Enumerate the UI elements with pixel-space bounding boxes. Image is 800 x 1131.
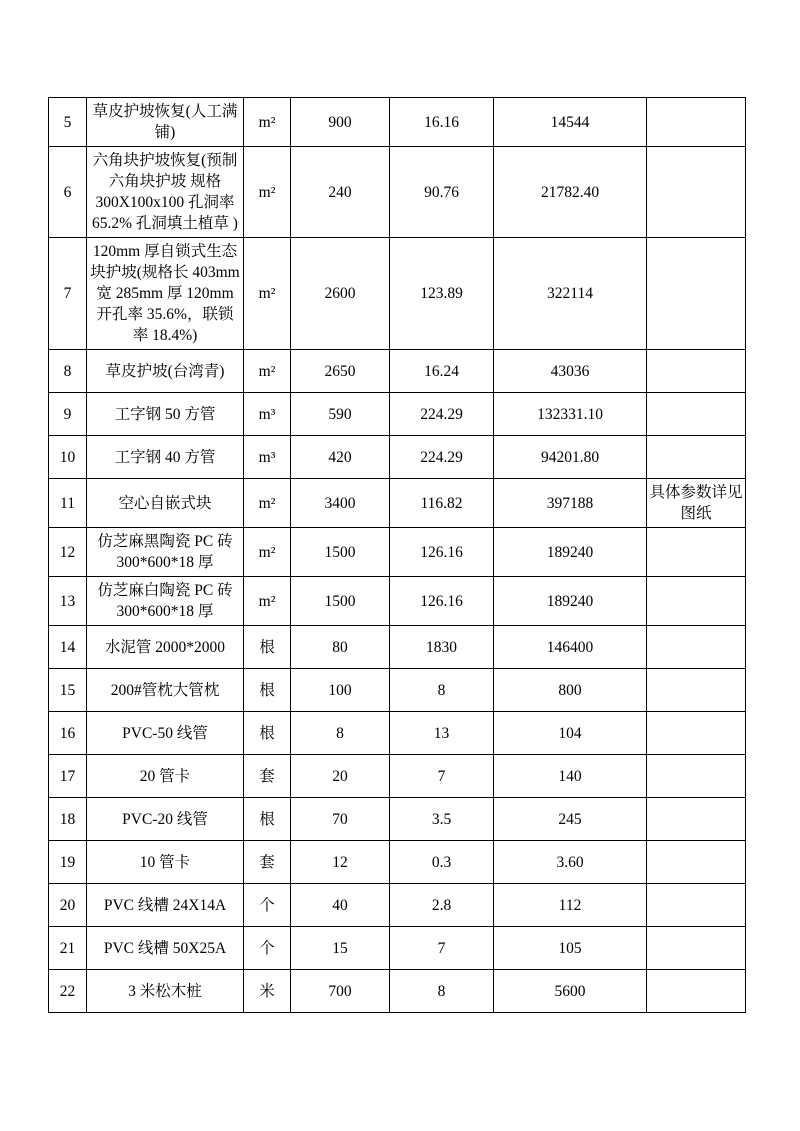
row-notes <box>647 98 746 147</box>
row-total: 800 <box>494 669 647 712</box>
row-quantity: 240 <box>291 147 390 238</box>
row-unit: 个 <box>244 884 291 927</box>
row-total: 132331.10 <box>494 393 647 436</box>
row-unit-price: 126.16 <box>390 577 494 626</box>
row-quantity: 80 <box>291 626 390 669</box>
row-seq-number: 14 <box>49 626 87 669</box>
row-unit-price: 126.16 <box>390 528 494 577</box>
row-unit: m³ <box>244 393 291 436</box>
row-quantity: 420 <box>291 436 390 479</box>
row-unit: 根 <box>244 669 291 712</box>
row-unit: 个 <box>244 927 291 970</box>
row-description: 草皮护坡恢复(人工满铺) <box>87 98 244 147</box>
row-seq-number: 20 <box>49 884 87 927</box>
row-unit: m² <box>244 98 291 147</box>
row-total: 94201.80 <box>494 436 647 479</box>
table-row <box>49 755 746 798</box>
row-description: 3 米松木桩 <box>87 970 244 1013</box>
row-unit: m² <box>244 528 291 577</box>
table-row <box>49 927 746 970</box>
row-seq-number: 5 <box>49 98 87 147</box>
row-description: 10 管卡 <box>87 841 244 884</box>
row-unit: m² <box>244 479 291 528</box>
row-quantity: 1500 <box>291 528 390 577</box>
row-unit: 套 <box>244 755 291 798</box>
row-quantity: 15 <box>291 927 390 970</box>
row-quantity: 100 <box>291 669 390 712</box>
row-unit-price: 8 <box>390 669 494 712</box>
row-seq-number: 12 <box>49 528 87 577</box>
row-notes <box>647 755 746 798</box>
row-unit: m³ <box>244 436 291 479</box>
row-total: 43036 <box>494 350 647 393</box>
row-notes <box>647 927 746 970</box>
table-row <box>49 393 746 436</box>
row-quantity: 1500 <box>291 577 390 626</box>
row-unit-price: 123.89 <box>390 238 494 350</box>
row-total: 245 <box>494 798 647 841</box>
row-unit: m² <box>244 577 291 626</box>
row-description: 草皮护坡(台湾青) <box>87 350 244 393</box>
row-unit: 米 <box>244 970 291 1013</box>
row-total: 322114 <box>494 238 647 350</box>
row-total: 140 <box>494 755 647 798</box>
row-total: 112 <box>494 884 647 927</box>
row-unit-price: 116.82 <box>390 479 494 528</box>
table-row <box>49 626 746 669</box>
row-total: 21782.40 <box>494 147 647 238</box>
row-unit-price: 7 <box>390 927 494 970</box>
row-total: 105 <box>494 927 647 970</box>
row-seq-number: 7 <box>49 238 87 350</box>
table-row <box>49 577 746 626</box>
row-notes <box>647 970 746 1013</box>
row-unit-price: 224.29 <box>390 393 494 436</box>
table-row <box>49 669 746 712</box>
table-row <box>49 884 746 927</box>
row-total: 397188 <box>494 479 647 528</box>
row-quantity: 70 <box>291 798 390 841</box>
row-seq-number: 19 <box>49 841 87 884</box>
row-notes <box>647 841 746 884</box>
table-row <box>49 436 746 479</box>
row-description: 六角块护坡恢复(预制六角块护坡 规格300X100x100 孔洞率65.2% 孔洞填土植草 ) <box>87 147 244 238</box>
row-quantity: 2650 <box>291 350 390 393</box>
row-unit: m² <box>244 147 291 238</box>
row-description: PVC-20 线管 <box>87 798 244 841</box>
table-row <box>49 528 746 577</box>
row-unit-price: 90.76 <box>390 147 494 238</box>
table-row <box>49 841 746 884</box>
row-quantity: 3400 <box>291 479 390 528</box>
row-unit-price: 16.16 <box>390 98 494 147</box>
row-notes <box>647 350 746 393</box>
row-notes <box>647 626 746 669</box>
row-description: 仿芝麻白陶瓷 PC 砖 300*600*18 厚 <box>87 577 244 626</box>
row-quantity: 8 <box>291 712 390 755</box>
row-total: 146400 <box>494 626 647 669</box>
row-unit-price: 13 <box>390 712 494 755</box>
row-unit-price: 3.5 <box>390 798 494 841</box>
row-quantity: 12 <box>291 841 390 884</box>
row-unit-price: 8 <box>390 970 494 1013</box>
row-notes <box>647 798 746 841</box>
table-row <box>49 970 746 1013</box>
row-description: 水泥管 2000*2000 <box>87 626 244 669</box>
row-description: 工字钢 50 方管 <box>87 393 244 436</box>
row-unit: 根 <box>244 626 291 669</box>
row-total: 3.60 <box>494 841 647 884</box>
row-unit-price: 224.29 <box>390 436 494 479</box>
table-row <box>49 479 746 528</box>
row-unit-price: 2.8 <box>390 884 494 927</box>
row-description: 120mm 厚自锁式生态块护坡(规格长 403mm 宽 285mm 厚 120mm 开孔率 35.6%，联锁率 18.4%) <box>87 238 244 350</box>
row-notes <box>647 712 746 755</box>
row-total: 5600 <box>494 970 647 1013</box>
table-row <box>49 712 746 755</box>
row-description: 20 管卡 <box>87 755 244 798</box>
row-notes <box>647 884 746 927</box>
row-seq-number: 8 <box>49 350 87 393</box>
row-seq-number: 15 <box>49 669 87 712</box>
row-notes <box>647 528 746 577</box>
row-quantity: 20 <box>291 755 390 798</box>
row-seq-number: 21 <box>49 927 87 970</box>
row-unit: m² <box>244 350 291 393</box>
row-total: 104 <box>494 712 647 755</box>
row-seq-number: 22 <box>49 970 87 1013</box>
row-quantity: 40 <box>291 884 390 927</box>
row-notes <box>647 393 746 436</box>
row-total: 189240 <box>494 577 647 626</box>
row-seq-number: 18 <box>49 798 87 841</box>
row-unit: 套 <box>244 841 291 884</box>
table-row <box>49 798 746 841</box>
row-unit: 根 <box>244 798 291 841</box>
row-notes <box>647 238 746 350</box>
table-row <box>49 238 746 350</box>
row-quantity: 700 <box>291 970 390 1013</box>
row-notes <box>647 147 746 238</box>
row-unit: 根 <box>244 712 291 755</box>
row-unit-price: 0.3 <box>390 841 494 884</box>
row-seq-number: 9 <box>49 393 87 436</box>
row-seq-number: 10 <box>49 436 87 479</box>
row-description: PVC 线槽 50X25A <box>87 927 244 970</box>
row-quantity: 900 <box>291 98 390 147</box>
row-seq-number: 17 <box>49 755 87 798</box>
row-unit-price: 7 <box>390 755 494 798</box>
row-description: PVC 线槽 24X14A <box>87 884 244 927</box>
row-notes <box>647 669 746 712</box>
table-row <box>49 147 746 238</box>
table-row <box>49 98 746 147</box>
row-description: PVC-50 线管 <box>87 712 244 755</box>
row-description: 空心自嵌式块 <box>87 479 244 528</box>
table-row <box>49 350 746 393</box>
bill-of-quantities-table <box>48 97 746 1013</box>
row-description: 工字钢 40 方管 <box>87 436 244 479</box>
row-notes <box>647 577 746 626</box>
row-unit: m² <box>244 238 291 350</box>
row-seq-number: 13 <box>49 577 87 626</box>
row-unit-price: 16.24 <box>390 350 494 393</box>
row-total: 14544 <box>494 98 647 147</box>
row-seq-number: 6 <box>49 147 87 238</box>
row-notes: 具体参数详见图纸 <box>647 479 746 528</box>
row-notes <box>647 436 746 479</box>
row-quantity: 590 <box>291 393 390 436</box>
row-unit-price: 1830 <box>390 626 494 669</box>
row-seq-number: 11 <box>49 479 87 528</box>
row-description: 仿芝麻黑陶瓷 PC 砖 300*600*18 厚 <box>87 528 244 577</box>
row-description: 200#管枕大管枕 <box>87 669 244 712</box>
row-quantity: 2600 <box>291 238 390 350</box>
row-total: 189240 <box>494 528 647 577</box>
row-seq-number: 16 <box>49 712 87 755</box>
